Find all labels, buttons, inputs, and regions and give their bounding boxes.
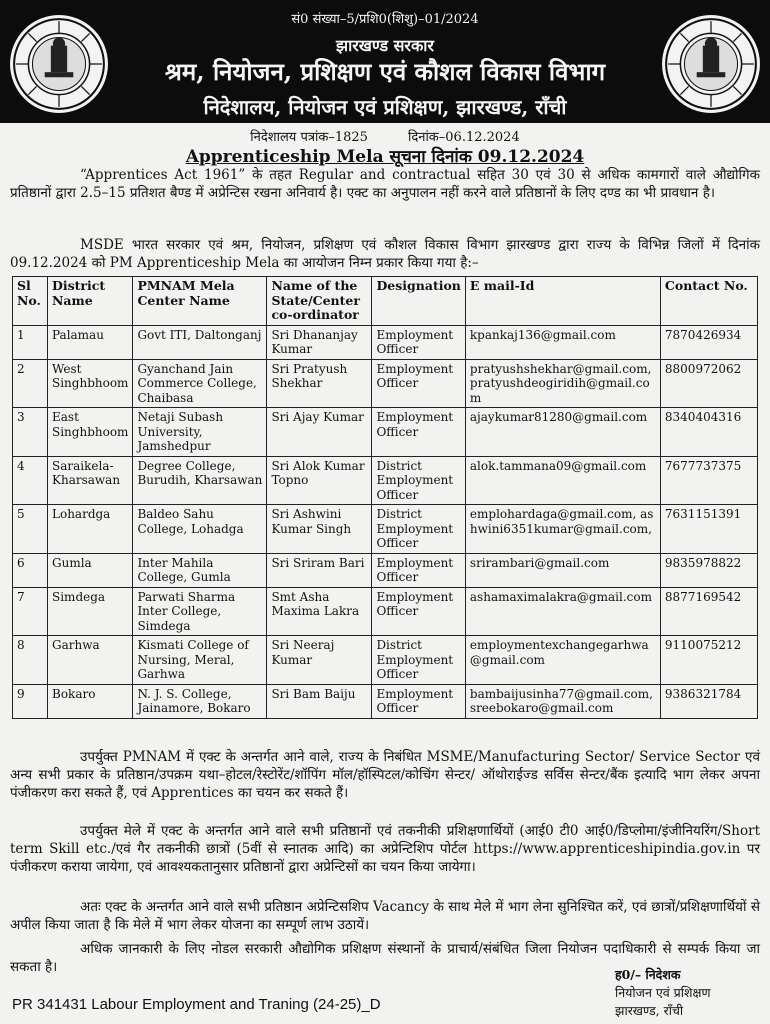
letter-number: निदेशालय पत्रांक–1825	[250, 130, 368, 145]
cell-coordinator: Sri Ashwini Kumar Singh	[267, 505, 372, 554]
cell-contact: 8877169542	[660, 587, 757, 636]
cell-email: ajaykumar81280@gmail.com	[465, 408, 660, 457]
department-name: श्रम, नियोजन, प्रशिक्षण एवं कौशल विकास विभाग	[164, 57, 606, 86]
cell-center: Degree College, Burudih, Kharsawan	[133, 456, 267, 505]
table-row	[13, 553, 758, 587]
col-coordinator: Name of the State/Center co-ordinator	[267, 277, 372, 326]
cell-designation: Employment Officer	[372, 408, 465, 457]
cell-coordinator: Sri Bam Baiju	[267, 684, 372, 718]
paragraph-2: उपर्युक्त मेले में एक्ट के अन्तर्गत आने वाले सभी प्रतिष्ठानों एवं तकनीकी प्रशिक्षणार्थियों (आई0 टी0 आई0/डिप्लोमा/इंजीनियरिंग/Short term Skill etc./एवं गैर तकनीकी छात्रों (5वीं से स्नातक आदि) का अप्रेन्टिशिप पोर्टल https://www.apprenticeshipindia.gov.in पर पंजीकरण कराया जायेगा, एवं आवश्यकतानुसार प्रतिष्ठानों द्वारा अप्रेन्टिसों का चयन किया जायेगा।	[10, 823, 760, 875]
cell-contact: 7870426934	[660, 325, 757, 359]
cell-center: Kismati College of Nursing, Meral, Garhwa	[133, 636, 267, 685]
cell-coordinator: Sri Sriram Bari	[267, 553, 372, 587]
directorate-name: निदेशालय, नियोजन एवं प्रशिक्षण, झारखण्ड, राँची	[203, 95, 567, 119]
cell-contact: 9110075212	[660, 636, 757, 685]
cell-contact: 9835978822	[660, 553, 757, 587]
col-email: E mail-Id	[465, 277, 660, 326]
cell-coordinator: Smt Asha Maxima Lakra	[267, 587, 372, 636]
reference-number: सं0 संख्या–5/प्रशि0(शिशु)–01/2024	[291, 12, 479, 27]
signature-line-2: झारखण्ड, राँची	[615, 1003, 684, 1018]
table-row	[13, 636, 758, 685]
cell-sl: 8	[13, 636, 48, 685]
letterhead	[0, 0, 770, 123]
cell-center: Inter Mahila College, Gumla	[133, 553, 267, 587]
cell-contact: 7677737375	[660, 456, 757, 505]
cell-email: kpankaj136@gmail.com	[465, 325, 660, 359]
cell-contact: 9386321784	[660, 684, 757, 718]
cell-district: Simdega	[48, 587, 133, 636]
cell-district: Gumla	[48, 553, 133, 587]
cell-sl: 1	[13, 325, 48, 359]
table-row	[13, 587, 758, 636]
col-sl: Sl No.	[13, 277, 48, 326]
col-center: PMNAM Mela Center Name	[133, 277, 267, 326]
government-name: झारखण्ड सरकार	[336, 36, 434, 55]
cell-district: Saraikela-Kharsawan	[48, 456, 133, 505]
table-row	[13, 456, 758, 505]
paragraph-4: अधिक जानकारी के लिए नोडल सरकारी औद्योगिक प्रशिक्षण संस्थानों के प्राचार्य/संबंधित जिला नियोजन पदाधिकारी से सम्पर्क किया जा सकता है।	[10, 941, 760, 975]
cell-contact: 8800972062	[660, 359, 757, 408]
cell-center: N. J. S. College, Jainamore, Bokaro	[133, 684, 267, 718]
cell-coordinator: Sri Ajay Kumar	[267, 408, 372, 457]
table-row	[13, 325, 758, 359]
cell-district: Bokaro	[48, 684, 133, 718]
col-district: District Name	[48, 277, 133, 326]
cell-designation: District Employment Officer	[372, 505, 465, 554]
cell-sl: 9	[13, 684, 48, 718]
cell-email: employmentexchangegarhwa@gmail.com	[465, 636, 660, 685]
table-row	[13, 359, 758, 408]
cell-designation: District Employment Officer	[372, 456, 465, 505]
pr-number: PR 341431 Labour Employment and Traning (24-25)_D	[12, 996, 381, 1013]
mela-paragraph: MSDE भारत सरकार एवं श्रम, नियोजन, प्रशिक्षण एवं कौशल विकास विभाग झारखण्ड द्वारा राज्य के विभिन्न जिलों में दिनांक 09.12.2024 को PM Apprenticeship Mela का आयोजन निम्न प्रकार किया गया है:–	[10, 237, 760, 271]
paragraph-1: उपर्युक्त PMNAM में एक्ट के अन्तर्गत आने वाले, राज्य के निबंधित MSME/Manufacturing Sector/ Service Sector एवं अन्य सभी प्रकार के प्रतिष्ठान/उपक्रम यथा–होटल/रेस्टोरेंट/शॉपिंग मॉल/हॉस्पिटल/कोचिंग सेन्टर/ ऑथोराईज्ड सर्विस सेन्टर/बैंक इत्यादि भाग लेकर अपना पंजीकरण करा सकते हैं, एवं Apprentices का चयन कर सकते हैं।	[10, 749, 760, 801]
cell-contact: 8340404316	[660, 408, 757, 457]
cell-designation: Employment Officer	[372, 325, 465, 359]
cell-district: Garhwa	[48, 636, 133, 685]
cell-designation: District Employment Officer	[372, 636, 465, 685]
intro-paragraph: “Apprentices Act 1961” के तहत Regular and contractual सहित 30 एवं 30 से अधिक कामगारों वाले औद्योगिक प्रतिष्ठानों द्वारा 2.5–15 प्रतिशत बैण्ड में अप्रेन्टिस रखना अनिवार्य है। एक्ट का अनुपालन नहीं करने वाले प्रतिष्ठानों के लिए दण्ड का भी प्रावधान है।	[10, 167, 760, 201]
cell-district: West Singhbhoom	[48, 359, 133, 408]
cell-sl: 5	[13, 505, 48, 554]
notice-title: Apprenticeship Mela सूचना दिनांक 09.12.2024	[185, 147, 585, 167]
col-designation: Designation	[372, 277, 465, 326]
cell-sl: 4	[13, 456, 48, 505]
table-row	[13, 408, 758, 457]
cell-coordinator: Sri Dhananjay Kumar	[267, 325, 372, 359]
cell-sl: 2	[13, 359, 48, 408]
cell-email: bambaijusinha77@gmail.com, sreebokaro@gmail.com	[465, 684, 660, 718]
cell-sl: 3	[13, 408, 48, 457]
cell-email: ashamaximalakra@gmail.com	[465, 587, 660, 636]
cell-email: alok.tammana09@gmail.com	[465, 456, 660, 505]
cell-coordinator: Sri Alok Kumar Topno	[267, 456, 372, 505]
paragraph-3: अतः एक्ट के अन्तर्गत आने वाले सभी प्रतिष्ठान अप्रेन्टिसशिप Vacancy के साथ मेले में भाग लेना सुनिश्चित करें, एवं छात्रों/प्रशिक्षणार्थियों से अपील किया जाता है कि मेले में भाग लेकर योजना का सम्पूर्ण लाभ उठायें।	[10, 899, 760, 933]
cell-district: Lohardga	[48, 505, 133, 554]
cell-center: Netaji Subash University, Jamshedpur	[133, 408, 267, 457]
col-contact: Contact No.	[660, 277, 757, 326]
cell-center: Baldeo Sahu College, Lohadga	[133, 505, 267, 554]
signature-sd: ह0/– निदेशक	[615, 967, 681, 982]
cell-sl: 7	[13, 587, 48, 636]
cell-designation: Employment Officer	[372, 684, 465, 718]
cell-email: pratyushshekhar@gmail.com, pratyushdeogiridih@gmail.com	[465, 359, 660, 408]
cell-designation: Employment Officer	[372, 359, 465, 408]
letter-date: दिनांक–06.12.2024	[407, 130, 520, 145]
cell-email: emplohardaga@gmail.com, ashwini6351kumar@gmail.com,	[465, 505, 660, 554]
signature-line-1: नियोजन एवं प्रशिक्षण	[615, 985, 711, 1000]
cell-sl: 6	[13, 553, 48, 587]
cell-designation: Employment Officer	[372, 553, 465, 587]
table-row	[13, 684, 758, 718]
cell-email: srirambari@gmail.com	[465, 553, 660, 587]
cell-center: Parwati Sharma Inter College, Simdega	[133, 587, 267, 636]
cell-coordinator: Sri Pratyush Shekhar	[267, 359, 372, 408]
cell-coordinator: Sri Neeraj Kumar	[267, 636, 372, 685]
letter-reference	[0, 127, 770, 145]
cell-district: Palamau	[48, 325, 133, 359]
table-header-row	[13, 277, 758, 326]
mela-centers-table	[12, 276, 758, 719]
cell-district: East Singhbhoom	[48, 408, 133, 457]
table-row	[13, 505, 758, 554]
cell-designation: Employment Officer	[372, 587, 465, 636]
cell-center: Govt ITI, Daltonganj	[133, 325, 267, 359]
cell-contact: 7631151391	[660, 505, 757, 554]
cell-center: Gyanchand Jain Commerce College, Chaibasa	[133, 359, 267, 408]
